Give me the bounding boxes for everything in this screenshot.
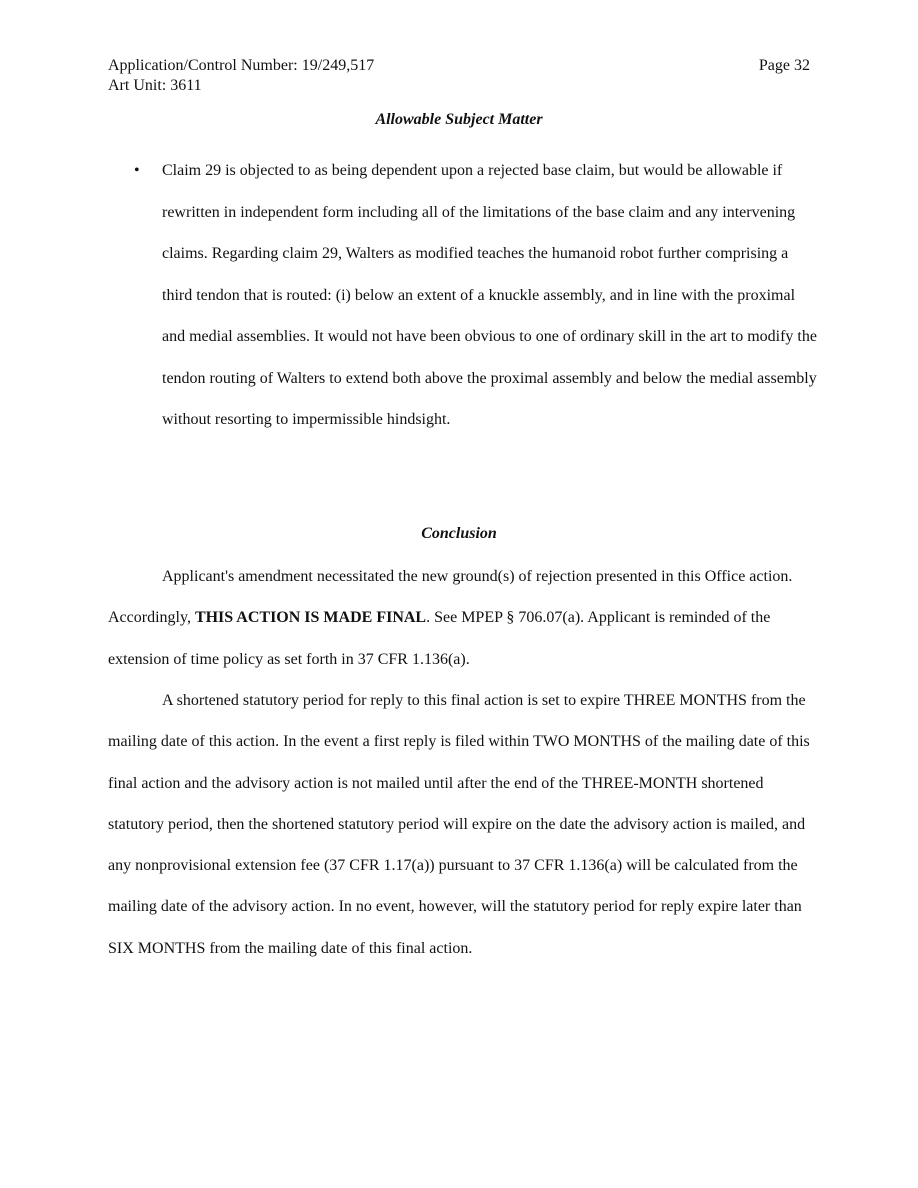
application-number: Application/Control Number: 19/249,517 (108, 57, 375, 74)
conclusion-paragraph-2: A shortened statutory period for reply to this final action is set to expire THREE MONTHS from the mailing date of this action. In the event a first reply is filed within TWO MONTHS of the mailing date of this final action and the advisory action is not mailed until after the end of the THREE-MONTH shortened statutory period, then the shortened statutory period will expire on the date the advisory action is mailed, and any nonprovisional extension fee (37 CFR 1.17(a)) pursuant to 37 CFR 1.136(a) will be calculated from the mailing date of the advisory action. In no event, however, will the statutory period for reply expire later than SIX MONTHS from the mailing date of this final action. (108, 692, 810, 957)
conclusion-paragraph-1 (108, 556, 814, 680)
bullet-icon: • (134, 162, 140, 179)
final-action-notice: THIS ACTION IS MADE FINAL (194, 609, 427, 627)
page-number: Page 32 (758, 57, 810, 74)
page-header-left (108, 56, 374, 96)
allowable-subject-matter-heading: Allowable Subject Matter (375, 111, 543, 128)
allowable-bullet-text: Claim 29 is objected to as being dependent upon a rejected base claim, but would be allowable if rewritten in independent form including all of the limitations of the base claim and any intervening claims. Regarding claim 29, Walters as modified teaches the humanoid robot further comprising a third tendon that is routed: (i) below an extent of a knuckle assembly, and in line with the proximal and medial assemblies. It would not have been obvious to one of ordinary skill in the art to modify the tendon routing of Walters to extend both above the proximal assembly and below the medial assembly without resorting to impermissible hindsight. (162, 162, 817, 428)
art-unit: Art Unit: 3611 (108, 77, 202, 94)
conclusion-p1-text-b: . See MPEP § 706.07(a). Applicant is reminded of the extension of time policy as set forth in 37 CFR 1.136(a). (108, 609, 771, 668)
conclusion-p1-text-a: Applicant's amendment necessitated the new ground(s) of rejection presented in this Office action. Accordingly, (108, 568, 793, 627)
conclusion-heading: Conclusion (421, 525, 497, 542)
